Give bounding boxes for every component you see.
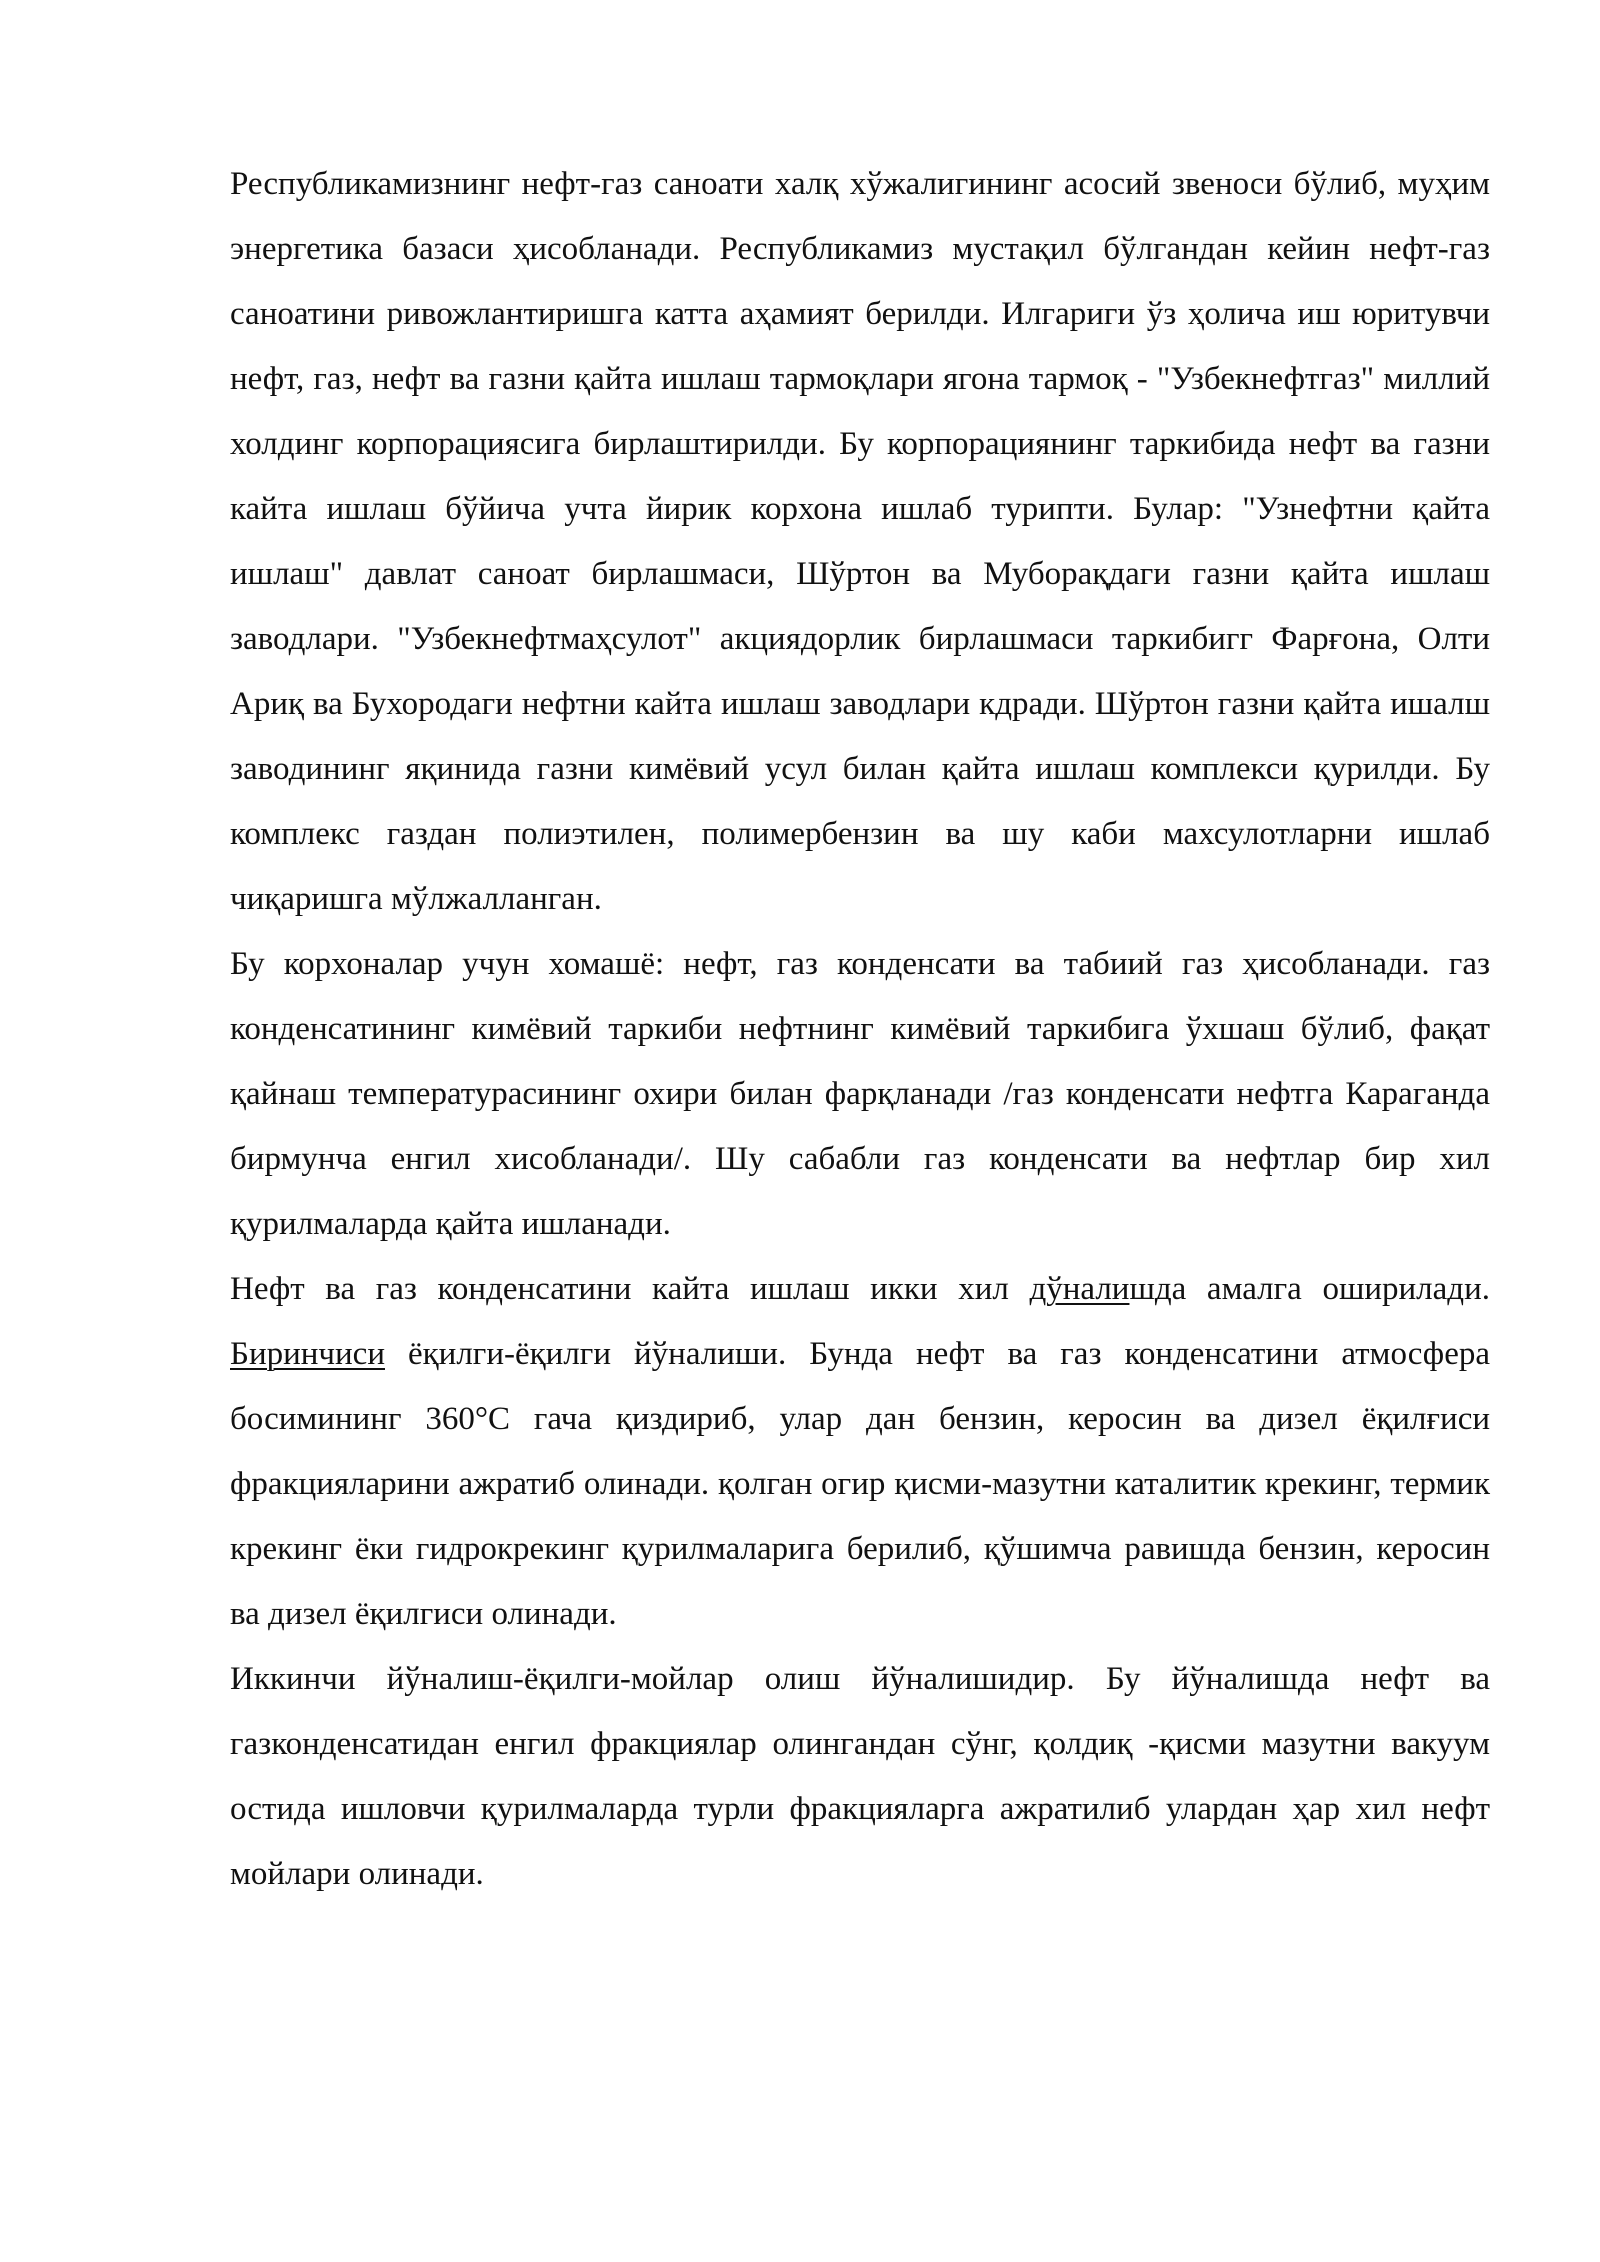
document-page <box>230 152 1490 1907</box>
paragraph-3-text-3: ёқилги-ёқилги йўналиши. Бунда нефт ва газ конденсатини атмосфера босимининг 360°С гача қиздириб, улар дан бензин, керосин ва дизел ёқилғиси фракцияларини ажратиб олинади. қолган огир қисми-мазутни каталитик крекинг, термик крекинг ёки гидрокрекинг қурилмаларига берилиб, қўшимча равишда бензин, керосин ва дизел ёқилгиси олинади. <box>230 1336 1490 1632</box>
paragraph-4: Иккинчи йўналиш-ёқилги-мойлар олиш йўналишидир. Бу йўналишда нефт ва газконденсатидан енгил фракциялар олингандан сўнг, қолдиқ -қисми мазутни вакуум остида ишловчи қурилмаларда турли фракцияларга ажратилиб улардан ҳар хил нефт мойлари олинади. <box>230 1661 1490 1892</box>
underlined-word-birinchisi: Биринчиси <box>230 1336 385 1372</box>
paragraph-3-text-1: Нефт ва газ конденсатини кайта ишлаш икки хил <box>230 1271 1030 1307</box>
paragraph-2: Бу корхоналар учун хомашё: нефт, газ конденсати ва табиий газ ҳисобланади. газ конденсатининг кимёвий таркиби нефтнинг кимёвий таркибига ўхшаш бўлиб, фақат қайнаш температурасининг охири билан фарқланади /газ конденсати нефтга Караганда бирмунча енгил хисобланади/. Шу сабабли газ конденсати ва нефтлар бир хил қурилмаларда қайта ишланади. <box>230 946 1490 1242</box>
paragraph-3-text-2: шда амалга оширилади. <box>1129 1271 1490 1307</box>
paragraph-3 <box>230 1257 1490 1647</box>
underlined-word-dunali: дўнали <box>1029 1271 1130 1307</box>
paragraph-1: Республикамизнинг нефт-газ саноати халқ хўжалигининг асосий звеноси бўлиб, муҳим энергетика базаси ҳисобланади. Республикамиз мустақил бўлгандан кейин нефт-газ саноатини ривожлантиришга катта аҳамият берилди. Илгариги ўз ҳолича иш юритувчи нефт, газ, нефт ва газни қайта ишлаш тармоқлари ягона тармоқ - "Узбекнефтгаз" миллий холдинг корпорациясига бирлаштирилди. Бу корпорациянинг таркибида нефт ва газни кайта ишлаш бўйича учта йирик корхона ишлаб турипти. Булар: "Узнефтни қайта ишлаш" давлат саноат бирлашмаси, Шўртон ва Муборақдаги газни қайта ишлаш заводлари. "Узбекнефтмаҳсулот" акциядорлик бирлашмаси таркибигг Фарғона, Олти Ариқ ва Бухородаги нефтни кайта ишлаш заводлари кдради. Шўртон газни қайта ишалш заводининг яқинида газни кимёвий усул билан қайта ишлаш комплекси қурилди. Бу комплекс газдан полиэтилен, полимербензин ва шу каби махсулотларни ишлаб чиқаришга мўлжалланган. <box>230 166 1490 917</box>
